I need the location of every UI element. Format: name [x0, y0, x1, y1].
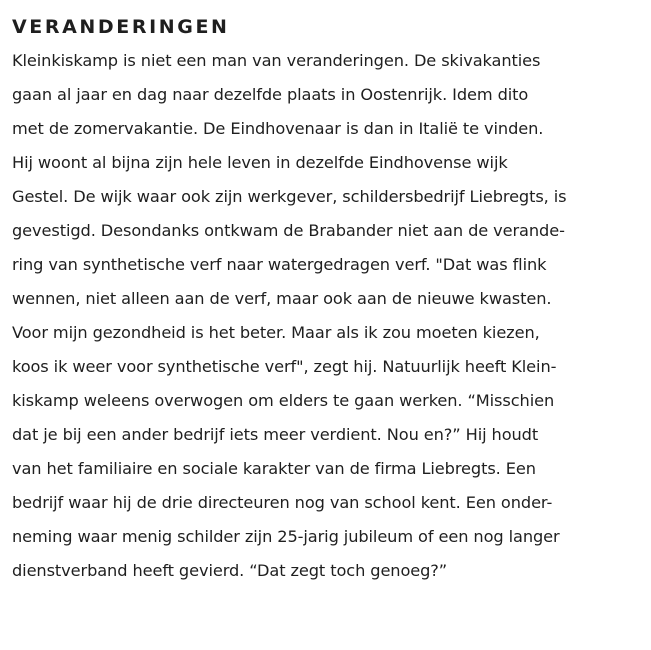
body-line: Kleinkiskamp is niet een man van veranderingen. De skivakanties: [12, 51, 541, 70]
body-line: gevestigd. Desondanks ontkwam de Brabander niet aan de verande-: [12, 221, 565, 240]
body-line: ring van synthetische verf naar watergedragen verf. "Dat was flink: [12, 255, 547, 274]
body-line: dat je bij een ander bedrijf iets meer verdient. Nou en?” Hij houdt: [12, 425, 539, 444]
body-line: gaan al jaar en dag naar dezelfde plaats in Oostenrijk. Idem dito: [12, 85, 529, 104]
body-line: met de zomervakantie. De Eindhovenaar is dan in Italië te vinden.: [12, 119, 544, 138]
body-line: van het familiaire en sociale karakter van de firma Liebregts. Een: [12, 459, 536, 478]
body-line: neming waar menig schilder zijn 25-jarig jubileum of een nog langer: [12, 527, 560, 546]
body-line: Voor mijn gezondheid is het beter. Maar als ik zou moeten kiezen,: [12, 323, 540, 342]
body-line: Gestel. De wijk waar ook zijn werkgever, schildersbedrijf Liebregts, is: [12, 187, 567, 206]
body-line: koos ik weer voor synthetische verf", zegt hij. Natuurlijk heeft Klein-: [12, 357, 557, 376]
article: [12, 14, 648, 588]
body-line: dienstverband heeft gevierd. “Dat zegt toch genoeg?”: [12, 561, 448, 580]
body-line: Hij woont al bijna zijn hele leven in dezelfde Eindhovense wijk: [12, 153, 508, 172]
body-line: bedrijf waar hij de drie directeuren nog van school kent. Een onder-: [12, 493, 553, 512]
article-heading: VERANDERINGEN: [12, 16, 230, 38]
body-line: wennen, niet alleen aan de verf, maar ook aan de nieuwe kwasten.: [12, 289, 552, 308]
body-line: kiskamp weleens overwogen om elders te gaan werken. “Misschien: [12, 391, 555, 410]
article-body: [12, 44, 648, 588]
